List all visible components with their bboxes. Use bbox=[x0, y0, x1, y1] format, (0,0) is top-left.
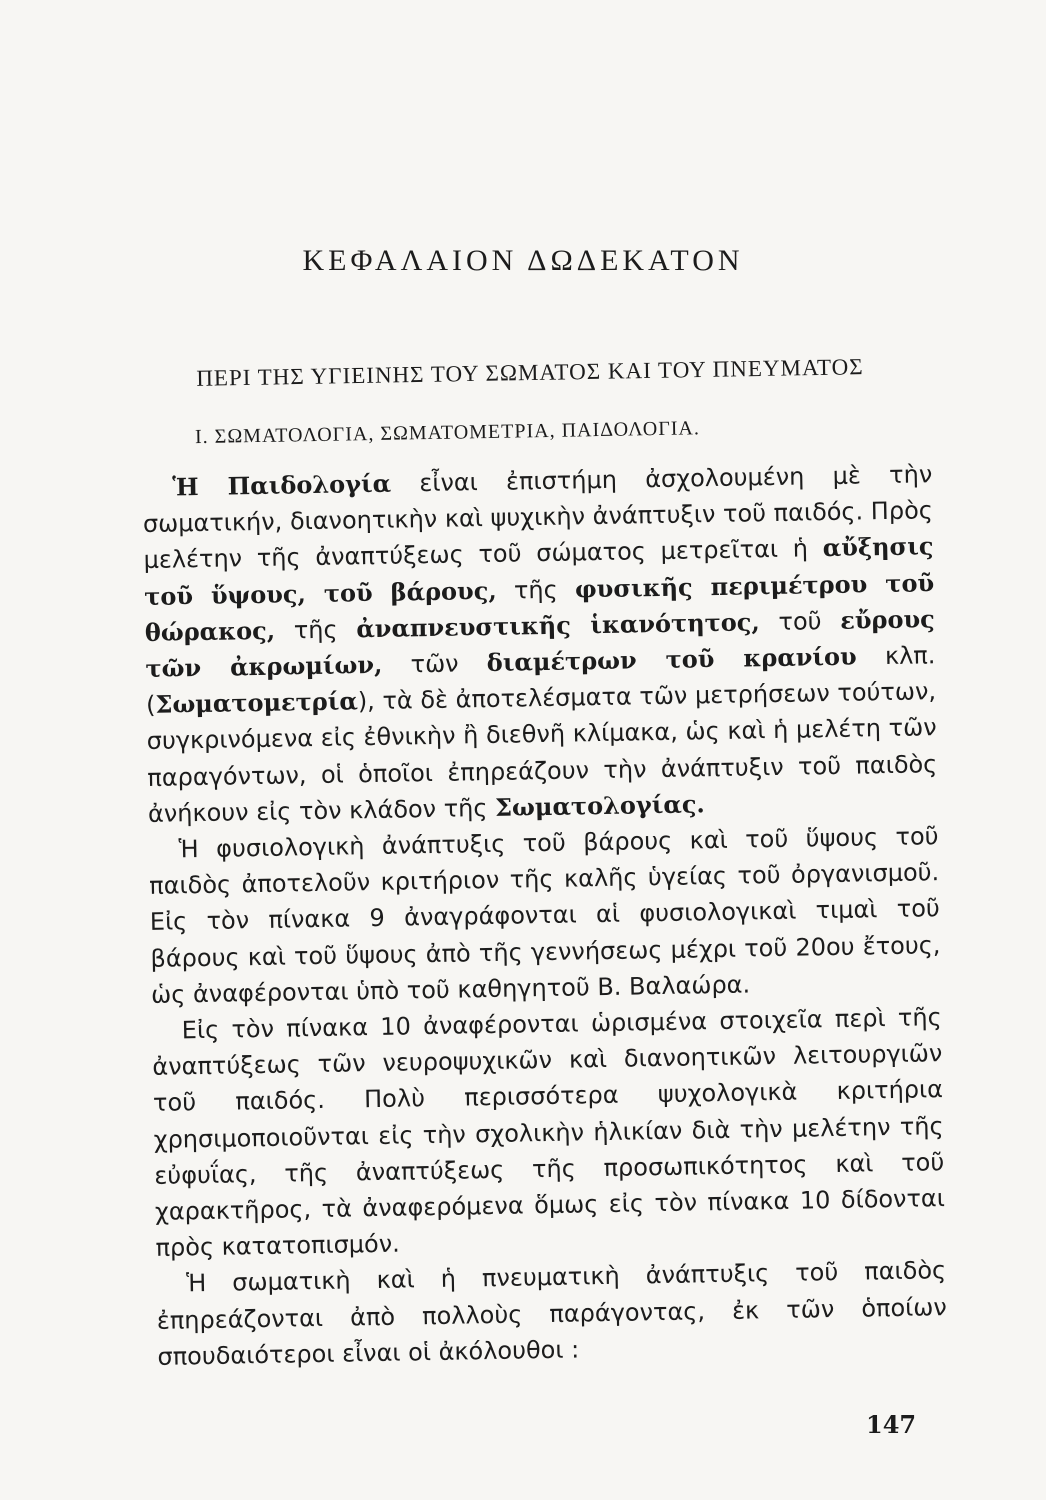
text-run: Ἡ φυσιολογικὴ ἀνάπτυξις τοῦ βάρους καὶ τοῦ ὕψους τοῦ παιδὸς ἀποτελοῦν κριτήριον τῆς καλῆς ὑγείας τοῦ ὀργανισμοῦ. Εἰς τὸν πίνακα 9 ἀναγράφονται αἱ φυσιολογικαὶ τιμαὶ τοῦ βάρους καὶ τοῦ ὕψους ἀπὸ τῆς γεννήσεως μέχρι τοῦ 20ου ἔτους, ὡς ἀναφέρονται ὑπὸ τοῦ καθηγητοῦ Β. Βαλαώρα. bbox=[149, 822, 941, 1009]
text-run: τοῦ bbox=[759, 606, 841, 637]
text-run: Ἡ σωματικὴ καὶ ἡ πνευματικὴ ἀνάπτυξις τοῦ παιδὸς ἐπηρεάζονται ἀπὸ πολλοὺς παράγοντας, ἐκ τῶν ὁποίων σπουδαιότεροι εἶναι οἱ ἀκόλουθοι : bbox=[156, 1256, 947, 1371]
paragraph bbox=[151, 999, 945, 1266]
bold-term: εὔρους τῶν ἀκρωμίων, bbox=[145, 604, 935, 683]
text-run: εἶναι ἐπιστήμη ἀσχολουμένη μὲ τὴν σωματικήν, διανοητικὴν καὶ ψυχικὴν ἀνάπτυξιν τοῦ παιδός. Πρὸς μελέτην τῆς ἀναπτύξεως τοῦ σώματος μετρεῖται ἡ bbox=[142, 460, 934, 575]
text-run: τῆς bbox=[496, 575, 576, 605]
bold-term: διαμέτρων τοῦ κρανίου bbox=[486, 641, 857, 678]
body-text bbox=[142, 456, 948, 1375]
bold-term: αὔξησις τοῦ ὕψους, τοῦ βάρους, bbox=[143, 531, 934, 611]
text-run: κλπ. ( bbox=[145, 641, 936, 720]
text-run: ), τὰ δὲ ἀποτελέσματα τῶν μετρήσεων τούτων, συγκρινόμενα εἰς ἐθνικὴν ἢ διεθνῆ κλίμακα, ὡς καὶ ἡ μελέτη τῶν παραγόντων, οἱ ὁποῖοι ἐπηρεάζουν τὴν ἀνάπτυξιν τοῦ παιδὸς ἀνήκουν εἰς τὸν κλάδον τῆς bbox=[146, 677, 938, 828]
page-number: 147 bbox=[866, 1410, 917, 1439]
text-run: τῆς bbox=[274, 615, 357, 645]
bold-term: ἀναπνευστικῆς ἱκανότητος, bbox=[356, 607, 760, 644]
paragraph bbox=[148, 818, 941, 1013]
chapter-subtitle: ΠΕΡΙ ΤΗΣ ΥΓΙΕΙΝΗΣ ΤΟΥ ΣΩΜΑΤΟΣ ΚΑΙ ΤΟΥ ΠΝΕΥΜΑΤΟΣ bbox=[196, 354, 864, 391]
paragraph bbox=[142, 456, 938, 832]
bold-term: Σωματολογίας. bbox=[494, 789, 706, 822]
paragraph bbox=[156, 1253, 948, 1375]
text-run: Εἰς τὸν πίνακα 10 ἀναφέρονται ὡρισμένα στοιχεῖα περὶ τῆς ἀναπτύξεως τῶν νευροψυχικῶν καὶ διανοητικῶν λειτουργιῶν τοῦ παιδός. Πολὺ περισσότερα ψυχολογικὰ κριτήρια χρησιμοποιοῦνται εἰς τὴν σχολικὴν ἡλικίαν διὰ τὴν μελέτην τῆς εὐφυΐας, τῆς ἀναπτύξεως τῆς προσωπικότητος καὶ τοῦ χαρακτῆρος, τὰ ἀναφερόμενα ὅμως εἰς τὸν πίνακα 10 δίδονται πρὸς κατατοπισμόν. bbox=[152, 1003, 946, 1263]
bold-term: φυσικῆς περιμέτρου τοῦ θώρακος, bbox=[144, 567, 935, 647]
chapter-heading: ΚΕΦΑΛΑΙΟΝ ΔΩΔΕΚΑΤΟΝ bbox=[302, 244, 744, 277]
section-heading: Ι. ΣΩΜΑΤΟΛΟΓΙΑ, ΣΩΜΑΤΟΜΕΤΡΙΑ, ΠΑΙΔΟΛΟΓΙΑ. bbox=[194, 417, 701, 449]
text-run: τῶν bbox=[382, 649, 488, 679]
bold-term: Ἡ Παιδολογία bbox=[172, 468, 392, 502]
bold-term: Σωματομετρία bbox=[155, 686, 359, 720]
